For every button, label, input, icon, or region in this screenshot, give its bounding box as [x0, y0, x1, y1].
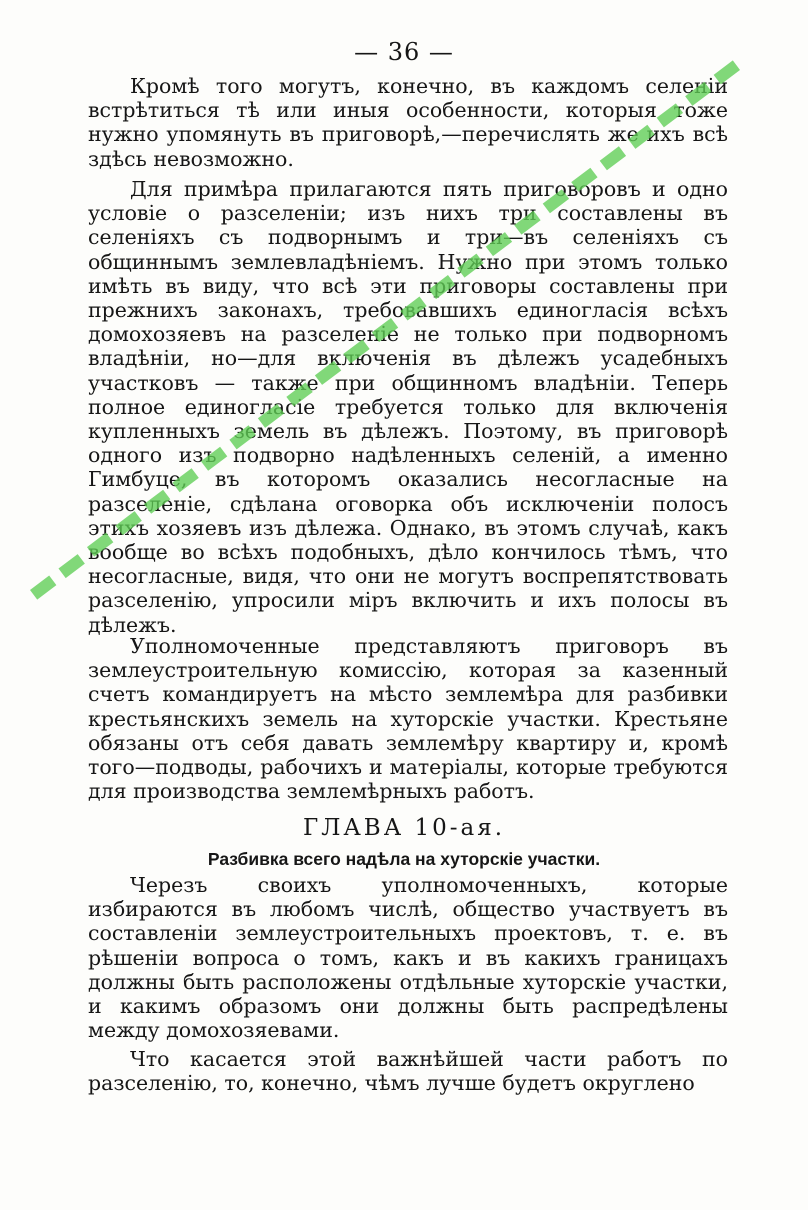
chapter-title: ГЛАВА 10-ая. — [302, 815, 506, 841]
paragraph-5-text: Что касается этой важнѣйшей части работъ по разселенію, то, конечно, чѣмъ лучше будетъ округлено — [88, 1047, 728, 1096]
paragraph-4 — [88, 873, 728, 1042]
paragraph-2-text: Для примѣра прилагаются пять приговоровъ и одно условіе о разселеніи; изъ нихъ три составлены въ селеніяхъ съ подворнымъ и три—въ селеніяхъ съ общиннымъ землевладѣніемъ. Нужно при этомъ только имѣть въ виду, что всѣ эти приговоры составлены при прежнихъ законахъ, требовавшихъ единогласія всѣхъ домохозяевъ на разселеніе не только при подворномъ владѣніи, но—для включенія въ дѣлежъ усадебныхъ участковъ — также при общинномъ владѣніи. Теперь полное единогласіе требуется только для включенія купленныхъ земель въ дѣлежъ. Поэтому, въ приговорѣ одного изъ подворно надѣленныхъ селеній, а именно Гимбуце, въ которомъ оказались несогласные на разселеніе, сдѣлана оговорка объ исключеніи полосъ этихъ хозяевъ изъ дѣлежа. Однако, въ этомъ случаѣ, какъ вообще во всѣхъ подобныхъ, дѣло кончилось тѣмъ, что несогласные, видя, что они не могутъ воспрепятствовать разселенію, упросили міръ включить и ихъ полосы въ дѣлежъ. — [88, 177, 728, 637]
paragraph-5 — [88, 1047, 728, 1095]
page-number: — 36 — — [354, 38, 454, 66]
chapter-subtitle: Разбивка всего надѣла на хуторскіе участки. — [207, 849, 601, 869]
paragraph-2 — [88, 177, 728, 637]
paragraph-3 — [88, 634, 728, 803]
paragraph-3-text: Уполномоченные представляютъ приговоръ въ землеустроительную комиссію, которая за казенный счетъ командируетъ на мѣсто землемѣра для разбивки крестьянскихъ земель на хуторскіе участки. Крестьяне обязаны отъ себя давать землемѣру квартиру и, кромѣ того—подводы, рабочихъ и матеріалы, которые требуются для производства землемѣрныхъ работъ. — [88, 634, 728, 804]
paragraph-1 — [88, 74, 728, 171]
paragraph-4-text: Черезъ своихъ уполномоченныхъ, которые избираются въ любомъ числѣ, общество участвуетъ въ составленіи землеустроительныхъ проектовъ, т. е. въ рѣшеніи вопроса о томъ, какъ и въ какихъ границахъ должны быть расположены отдѣльные хуторскіе участки, и какимъ образомъ они должны быть распредѣлены между домохозяевами. — [88, 873, 728, 1043]
paragraph-1-text: Кромѣ того могутъ, конечно, въ каждомъ селеніи встрѣтиться тѣ или иныя особенности, которыя тоже нужно упомянуть въ приговорѣ,—перечислять же ихъ всѣ здѣсь невозможно. — [88, 74, 728, 171]
